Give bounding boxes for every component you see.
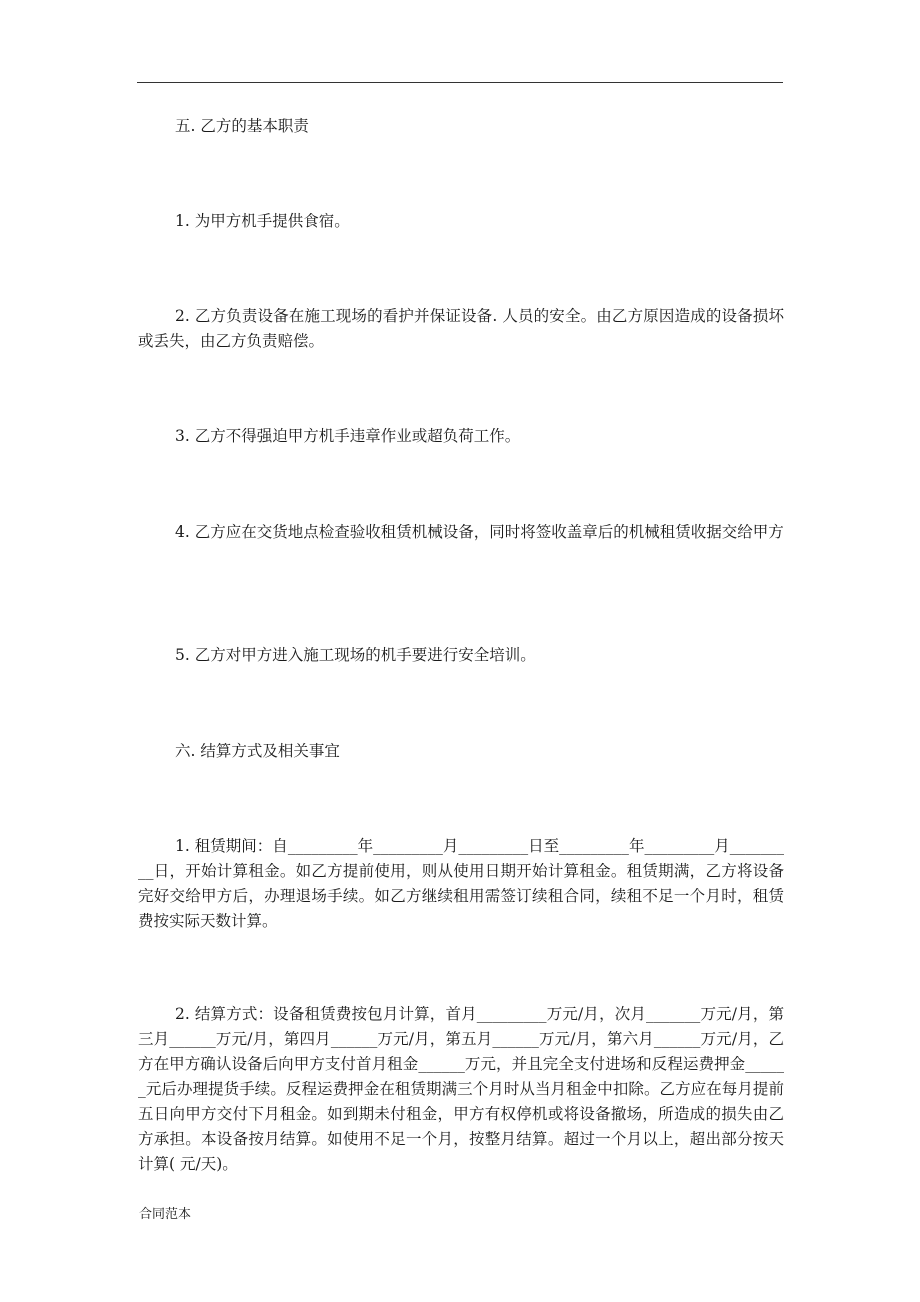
section-5-item-1: 1. 为甲方机手提供食宿。	[175, 212, 350, 230]
section-6-item-1: 1. 租赁期间：自_________年_________月_________日至_________年_________月_________日，开始计算租金。如乙方提前使用，则从使用日期开始计算租金。租赁期满，乙方将设备完好交给甲方后，办理退场手续。如乙方继续租用需签订续租合同，续租不足一个月时，租赁费按实际天数计算。	[138, 837, 784, 930]
section-5-item-5: 5. 乙方对甲方进入施工现场的机手要进行安全培训。	[175, 646, 536, 664]
footer-label: 合同范本	[139, 1207, 192, 1222]
section-6-item-2: 2. 结算方式：设备租赁费按包月计算，首月_________万元/月，次月_______万元/月，第三月______万元/月，第四月______万元/月，第五月______万元/月，第六月______万元/月，乙方在甲方确认设备后向甲方支付首月租金______万元，并且完全支付进场和反程运费押金______元后办理提货手续。反程运费押金在租赁期满三个月时从当月租金中扣除。乙方应在每月提前五日向甲方交付下月租金。如到期未付租金，甲方有权停机或将设备撤场，所造成的损失由乙方承担。本设备按月结算。如使用不足一个月，按整月结算。超过一个月以上，超出部分按天计算( 元/天)。	[138, 1005, 784, 1173]
section-6-heading: 六. 结算方式及相关事宜	[175, 742, 340, 760]
section-5-item-4: 4. 乙方应在交货地点检查验收租赁机械设备，同时将签收盖章后的机械租赁收据交给甲方	[175, 523, 784, 541]
section-5-item-2: 2. 乙方负责设备在施工现场的看护并保证设备. 人员的安全。由乙方原因造成的设备损坏或丢失，由乙方负责赔偿。	[138, 307, 784, 350]
section-5-item-3: 3. 乙方不得强迫甲方机手违章作业或超负荷工作。	[175, 427, 521, 445]
section-5-heading: 五. 乙方的基本职责	[175, 117, 309, 135]
header-rule	[137, 82, 783, 83]
